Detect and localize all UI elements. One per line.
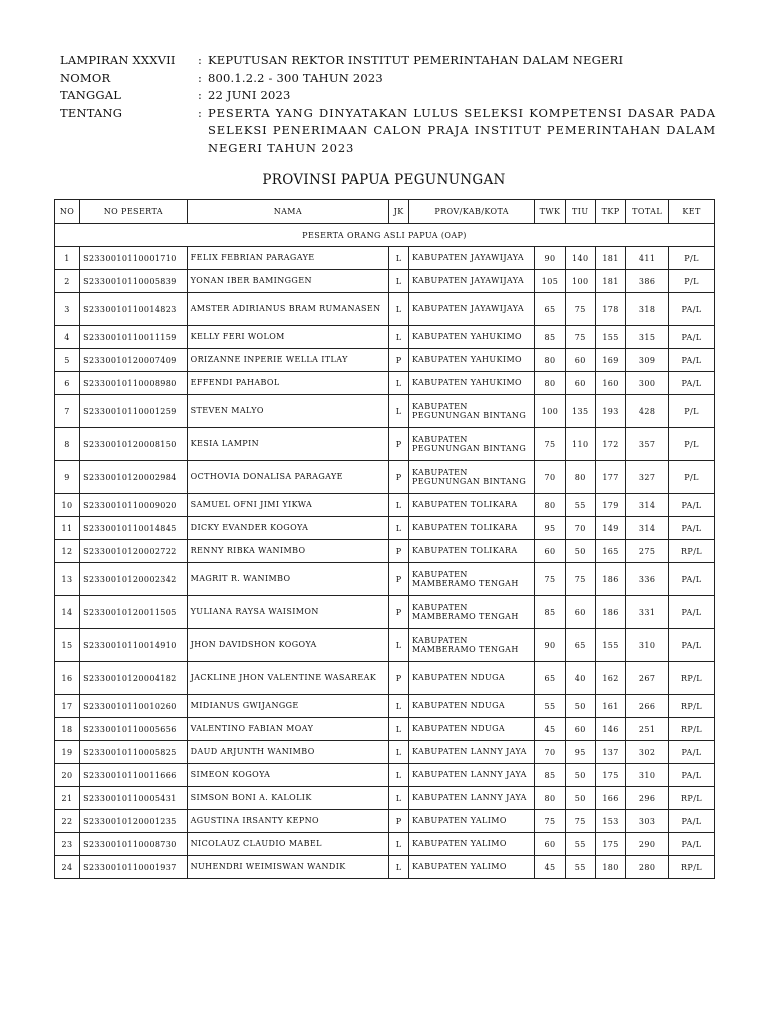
cell-total: 331: [626, 596, 669, 629]
cell-tkp: 153: [595, 810, 625, 833]
cell-ket: RP/L: [669, 856, 715, 879]
cell-total: 310: [626, 629, 669, 662]
document-header: [60, 52, 716, 157]
cell-tiu: 65: [565, 629, 595, 662]
header-value: 22 JUNI 2023: [208, 88, 291, 102]
cell-total: 327: [626, 461, 669, 494]
cell-no-peserta: S2330010110005656: [80, 718, 188, 741]
cell-twk: 70: [535, 741, 565, 764]
cell-no-peserta: S2330010110010260: [80, 695, 188, 718]
cell-tiu: 75: [565, 326, 595, 349]
table-row: [55, 428, 715, 461]
header-row-tanggal: [60, 87, 716, 105]
cell-no-peserta: S2330010110011666: [80, 764, 188, 787]
header-colon: :: [198, 88, 203, 102]
header-value: KEPUTUSAN REKTOR INSTITUT PEMERINTAHAN DALAM NEGERI: [208, 53, 624, 67]
cell-kabupaten: KABUPATEN YALIMO: [409, 833, 535, 856]
cell-ket: P/L: [669, 461, 715, 494]
cell-total: 428: [626, 395, 669, 428]
cell-total: 251: [626, 718, 669, 741]
table-row: [55, 517, 715, 540]
cell-no-peserta: S2330010110008980: [80, 372, 188, 395]
cell-no: 17: [55, 695, 80, 718]
cell-no: 18: [55, 718, 80, 741]
cell-twk: 60: [535, 833, 565, 856]
cell-ket: PA/L: [669, 293, 715, 326]
cell-tkp: 175: [595, 833, 625, 856]
cell-no-peserta: S2330010120002342: [80, 563, 188, 596]
cell-tiu: 110: [565, 428, 595, 461]
cell-tkp: 193: [595, 395, 625, 428]
cell-no-peserta: S2330010120008150: [80, 428, 188, 461]
cell-no: 11: [55, 517, 80, 540]
cell-total: 290: [626, 833, 669, 856]
cell-tkp: 162: [595, 662, 625, 695]
table-row: [55, 293, 715, 326]
cell-kabupaten: KABUPATEN PEGUNUNGAN BINTANG: [409, 461, 535, 494]
cell-no: 22: [55, 810, 80, 833]
cell-kabupaten: KABUPATEN JAYAWIJAYA: [409, 270, 535, 293]
cell-nama: AGUSTINA IRSANTY KEPNO: [187, 810, 389, 833]
cell-nama: DICKY EVANDER KOGOYA: [187, 517, 389, 540]
cell-tiu: 60: [565, 372, 595, 395]
cell-jk: L: [389, 695, 409, 718]
cell-tkp: 146: [595, 718, 625, 741]
cell-tkp: 155: [595, 629, 625, 662]
header-row-nomor: [60, 70, 716, 88]
cell-tiu: 75: [565, 563, 595, 596]
cell-twk: 75: [535, 810, 565, 833]
cell-nama: MAGRIT R. WANIMBO: [187, 563, 389, 596]
cell-tkp: 186: [595, 596, 625, 629]
cell-nama: ORIZANNE INPERIE WELLA ITLAY: [187, 349, 389, 372]
group-label: PESERTA ORANG ASLI PAPUA (OAP): [55, 224, 715, 247]
cell-jk: P: [389, 810, 409, 833]
cell-jk: L: [389, 629, 409, 662]
cell-tkp: 161: [595, 695, 625, 718]
cell-total: 266: [626, 695, 669, 718]
table-row: [55, 596, 715, 629]
cell-jk: L: [389, 372, 409, 395]
header-row-tentang: [60, 105, 716, 158]
cell-tkp: 137: [595, 741, 625, 764]
cell-no: 4: [55, 326, 80, 349]
cell-ket: RP/L: [669, 695, 715, 718]
cell-nama: DAUD ARJUNTH WANIMBO: [187, 741, 389, 764]
cell-no-peserta: S2330010110001710: [80, 247, 188, 270]
cell-ket: PA/L: [669, 629, 715, 662]
cell-ket: P/L: [669, 247, 715, 270]
cell-no: 5: [55, 349, 80, 372]
cell-ket: RP/L: [669, 540, 715, 563]
cell-total: 296: [626, 787, 669, 810]
cell-kabupaten: KABUPATEN YALIMO: [409, 856, 535, 879]
province-title: PROVINSI PAPUA PEGUNUNGAN: [262, 172, 506, 188]
table-row: [55, 810, 715, 833]
cell-jk: L: [389, 856, 409, 879]
cell-no-peserta: S2330010120007409: [80, 349, 188, 372]
cell-ket: PA/L: [669, 349, 715, 372]
cell-twk: 75: [535, 428, 565, 461]
cell-ket: PA/L: [669, 326, 715, 349]
cell-total: 318: [626, 293, 669, 326]
cell-no-peserta: S2330010110014823: [80, 293, 188, 326]
cell-tkp: 175: [595, 764, 625, 787]
cell-tkp: 179: [595, 494, 625, 517]
cell-nama: FELIX FEBRIAN PARAGAYE: [187, 247, 389, 270]
table-row: [55, 494, 715, 517]
table-row: [55, 856, 715, 879]
cell-twk: 85: [535, 326, 565, 349]
cell-tiu: 60: [565, 718, 595, 741]
cell-ket: PA/L: [669, 810, 715, 833]
table-row: [55, 270, 715, 293]
cell-kabupaten: KABUPATEN NDUGA: [409, 662, 535, 695]
cell-nama: OCTHOVIA DONALISA PARAGAYE: [187, 461, 389, 494]
cell-total: 315: [626, 326, 669, 349]
cell-total: 302: [626, 741, 669, 764]
cell-ket: RP/L: [669, 662, 715, 695]
cell-no-peserta: S2330010120001235: [80, 810, 188, 833]
cell-twk: 95: [535, 517, 565, 540]
cell-no-peserta: S2330010120002722: [80, 540, 188, 563]
cell-tkp: 172: [595, 428, 625, 461]
cell-twk: 105: [535, 270, 565, 293]
cell-tkp: 186: [595, 563, 625, 596]
table-row: [55, 563, 715, 596]
header-label: TANGGAL: [60, 88, 122, 102]
cell-kabupaten: KABUPATEN TOLIKARA: [409, 494, 535, 517]
header-label: NOMOR: [60, 70, 111, 85]
cell-ket: P/L: [669, 395, 715, 428]
cell-twk: 60: [535, 540, 565, 563]
cell-kabupaten: KABUPATEN YALIMO: [409, 810, 535, 833]
cell-tiu: 55: [565, 494, 595, 517]
cell-twk: 90: [535, 247, 565, 270]
cell-twk: 90: [535, 629, 565, 662]
header-row-lampiran: [60, 52, 716, 70]
cell-ket: PA/L: [669, 764, 715, 787]
header-label: TENTANG: [60, 105, 123, 120]
cell-twk: 45: [535, 856, 565, 879]
column-header-nama: NAMA: [187, 200, 389, 224]
cell-kabupaten: KABUPATEN LANNY JAYA: [409, 741, 535, 764]
cell-total: 357: [626, 428, 669, 461]
cell-tkp: 169: [595, 349, 625, 372]
cell-tiu: 100: [565, 270, 595, 293]
cell-no: 13: [55, 563, 80, 596]
table-row: [55, 247, 715, 270]
cell-kabupaten: KABUPATEN LANNY JAYA: [409, 787, 535, 810]
cell-tiu: 40: [565, 662, 595, 695]
cell-tiu: 55: [565, 833, 595, 856]
cell-tiu: 60: [565, 596, 595, 629]
cell-no: 6: [55, 372, 80, 395]
cell-jk: P: [389, 461, 409, 494]
cell-no-peserta: S2330010120004182: [80, 662, 188, 695]
cell-tkp: 181: [595, 270, 625, 293]
column-header-tiu: TIU: [565, 200, 595, 224]
cell-total: 303: [626, 810, 669, 833]
cell-nama: KELLY FERI WOLOM: [187, 326, 389, 349]
cell-twk: 80: [535, 349, 565, 372]
table-row: [55, 833, 715, 856]
cell-ket: PA/L: [669, 596, 715, 629]
cell-twk: 55: [535, 695, 565, 718]
cell-tkp: 166: [595, 787, 625, 810]
column-header-prov: PROV/KAB/KOTA: [409, 200, 535, 224]
cell-kabupaten: KABUPATEN JAYAWIJAYA: [409, 293, 535, 326]
cell-jk: L: [389, 247, 409, 270]
cell-no: 1: [55, 247, 80, 270]
cell-kabupaten: KABUPATEN NDUGA: [409, 695, 535, 718]
cell-no: 21: [55, 787, 80, 810]
table-row: [55, 718, 715, 741]
cell-no-peserta: S2330010110001937: [80, 856, 188, 879]
table-header-row: [55, 200, 715, 224]
cell-no-peserta: S2330010110005825: [80, 741, 188, 764]
cell-jk: L: [389, 718, 409, 741]
table-row: [55, 629, 715, 662]
cell-tiu: 70: [565, 517, 595, 540]
cell-no: 7: [55, 395, 80, 428]
table-row: [55, 764, 715, 787]
table-row: [55, 461, 715, 494]
column-header-no-peserta: NO PESERTA: [80, 200, 188, 224]
cell-kabupaten: KABUPATEN PEGUNUNGAN BINTANG: [409, 395, 535, 428]
cell-twk: 80: [535, 494, 565, 517]
cell-kabupaten: KABUPATEN NDUGA: [409, 718, 535, 741]
cell-no: 20: [55, 764, 80, 787]
cell-tkp: 160: [595, 372, 625, 395]
table-row: [55, 695, 715, 718]
cell-total: 309: [626, 349, 669, 372]
cell-tiu: 50: [565, 540, 595, 563]
cell-jk: L: [389, 494, 409, 517]
cell-nama: EFFENDI PAHABOL: [187, 372, 389, 395]
cell-total: 275: [626, 540, 669, 563]
cell-total: 314: [626, 517, 669, 540]
cell-twk: 65: [535, 662, 565, 695]
cell-twk: 80: [535, 787, 565, 810]
cell-ket: PA/L: [669, 563, 715, 596]
table-body: [55, 224, 715, 879]
cell-nama: STEVEN MALYO: [187, 395, 389, 428]
cell-nama: JHON DAVIDSHON KOGOYA: [187, 629, 389, 662]
cell-no: 8: [55, 428, 80, 461]
cell-ket: RP/L: [669, 787, 715, 810]
cell-total: 386: [626, 270, 669, 293]
cell-jk: L: [389, 764, 409, 787]
table-row: [55, 326, 715, 349]
cell-twk: 85: [535, 764, 565, 787]
results-table: [54, 199, 715, 879]
cell-nama: NUHENDRI WEIMISWAN WANDIK: [187, 856, 389, 879]
cell-tkp: 155: [595, 326, 625, 349]
cell-no-peserta: S2330010110014845: [80, 517, 188, 540]
cell-kabupaten: KABUPATEN TOLIKARA: [409, 540, 535, 563]
cell-twk: 75: [535, 563, 565, 596]
header-colon: :: [198, 105, 203, 120]
cell-nama: JACKLINE JHON VALENTINE WASAREAK: [187, 662, 389, 695]
cell-no-peserta: S2330010110001259: [80, 395, 188, 428]
cell-nama: NICOLAUZ CLAUDIO MABEL: [187, 833, 389, 856]
table-row: [55, 395, 715, 428]
cell-tkp: 149: [595, 517, 625, 540]
cell-no: 9: [55, 461, 80, 494]
cell-kabupaten: KABUPATEN YAHUKIMO: [409, 372, 535, 395]
cell-no: 2: [55, 270, 80, 293]
table-row: [55, 741, 715, 764]
cell-total: 314: [626, 494, 669, 517]
cell-jk: P: [389, 349, 409, 372]
cell-jk: L: [389, 293, 409, 326]
column-header-total: TOTAL: [626, 200, 669, 224]
cell-tiu: 135: [565, 395, 595, 428]
cell-ket: P/L: [669, 428, 715, 461]
cell-total: 310: [626, 764, 669, 787]
column-header-no: NO: [55, 200, 80, 224]
cell-no-peserta: S2330010120002984: [80, 461, 188, 494]
cell-kabupaten: KABUPATEN MAMBERAMO TENGAH: [409, 596, 535, 629]
cell-jk: P: [389, 563, 409, 596]
cell-tiu: 75: [565, 293, 595, 326]
cell-no-peserta: S2330010110009020: [80, 494, 188, 517]
cell-no-peserta: S2330010110008730: [80, 833, 188, 856]
cell-twk: 100: [535, 395, 565, 428]
cell-jk: L: [389, 833, 409, 856]
cell-kabupaten: KABUPATEN YAHUKIMO: [409, 326, 535, 349]
cell-jk: L: [389, 326, 409, 349]
cell-ket: PA/L: [669, 517, 715, 540]
cell-nama: RENNY RIBKA WANIMBO: [187, 540, 389, 563]
cell-nama: AMSTER ADIRIANUS BRAM RUMANASEN: [187, 293, 389, 326]
cell-nama: SIMEON KOGOYA: [187, 764, 389, 787]
cell-ket: RP/L: [669, 718, 715, 741]
cell-tkp: 181: [595, 247, 625, 270]
cell-no: 15: [55, 629, 80, 662]
cell-no-peserta: S2330010120011505: [80, 596, 188, 629]
header-value: 800.1.2.2 - 300 TAHUN 2023: [208, 70, 383, 85]
cell-nama: MIDIANUS GWIJANGGE: [187, 695, 389, 718]
cell-no-peserta: S2330010110011159: [80, 326, 188, 349]
cell-tiu: 50: [565, 695, 595, 718]
cell-tiu: 75: [565, 810, 595, 833]
cell-tkp: 177: [595, 461, 625, 494]
cell-total: 300: [626, 372, 669, 395]
group-row: [55, 224, 715, 247]
cell-nama: KESIA LAMPIN: [187, 428, 389, 461]
cell-no: 16: [55, 662, 80, 695]
cell-no: 12: [55, 540, 80, 563]
cell-twk: 85: [535, 596, 565, 629]
cell-total: 280: [626, 856, 669, 879]
cell-jk: L: [389, 741, 409, 764]
cell-twk: 70: [535, 461, 565, 494]
cell-tiu: 55: [565, 856, 595, 879]
header-colon: :: [198, 53, 203, 67]
cell-total: 411: [626, 247, 669, 270]
cell-ket: PA/L: [669, 494, 715, 517]
cell-jk: P: [389, 540, 409, 563]
cell-tkp: 165: [595, 540, 625, 563]
column-header-tkp: TKP: [595, 200, 625, 224]
header-value: PESERTA YANG DINYATAKAN LULUS SELEKSI KOMPETENSI DASAR PADA SELEKSI PENERIMAAN CALON PRAJA INSTITUT PEMERINTAHAN DALAM NEGERI TAHUN 2023: [208, 105, 716, 155]
cell-total: 336: [626, 563, 669, 596]
header-label: LAMPIRAN XXXVII: [60, 53, 176, 67]
cell-nama: YONAN IBER BAMINGGEN: [187, 270, 389, 293]
cell-tiu: 50: [565, 764, 595, 787]
cell-jk: L: [389, 787, 409, 810]
cell-no: 19: [55, 741, 80, 764]
cell-jk: L: [389, 517, 409, 540]
cell-tiu: 50: [565, 787, 595, 810]
cell-twk: 80: [535, 372, 565, 395]
column-header-ket: KET: [669, 200, 715, 224]
cell-tkp: 180: [595, 856, 625, 879]
cell-kabupaten: KABUPATEN LANNY JAYA: [409, 764, 535, 787]
header-colon: :: [198, 70, 203, 85]
cell-ket: PA/L: [669, 833, 715, 856]
cell-nama: SAMUEL OFNI JIMI YIKWA: [187, 494, 389, 517]
cell-ket: PA/L: [669, 741, 715, 764]
table-row: [55, 787, 715, 810]
cell-kabupaten: KABUPATEN MAMBERAMO TENGAH: [409, 629, 535, 662]
column-header-twk: TWK: [535, 200, 565, 224]
cell-no-peserta: S2330010110005431: [80, 787, 188, 810]
cell-twk: 65: [535, 293, 565, 326]
cell-no: 23: [55, 833, 80, 856]
cell-kabupaten: KABUPATEN PEGUNUNGAN BINTANG: [409, 428, 535, 461]
cell-nama: SIMSON BONI A. KALOLIK: [187, 787, 389, 810]
cell-jk: P: [389, 662, 409, 695]
cell-no: 10: [55, 494, 80, 517]
cell-kabupaten: KABUPATEN JAYAWIJAYA: [409, 247, 535, 270]
cell-jk: L: [389, 270, 409, 293]
cell-kabupaten: KABUPATEN MAMBERAMO TENGAH: [409, 563, 535, 596]
cell-total: 267: [626, 662, 669, 695]
cell-no: 14: [55, 596, 80, 629]
cell-nama: YULIANA RAYSA WAISIMON: [187, 596, 389, 629]
cell-tiu: 95: [565, 741, 595, 764]
cell-jk: P: [389, 428, 409, 461]
cell-nama: VALENTINO FABIAN MOAY: [187, 718, 389, 741]
cell-tiu: 80: [565, 461, 595, 494]
cell-jk: L: [389, 395, 409, 428]
cell-no-peserta: S2330010110005839: [80, 270, 188, 293]
cell-tkp: 178: [595, 293, 625, 326]
table-row: [55, 349, 715, 372]
cell-kabupaten: KABUPATEN TOLIKARA: [409, 517, 535, 540]
cell-no: 3: [55, 293, 80, 326]
cell-no-peserta: S2330010110014910: [80, 629, 188, 662]
cell-ket: PA/L: [669, 372, 715, 395]
table-row: [55, 540, 715, 563]
table-row: [55, 662, 715, 695]
cell-tiu: 60: [565, 349, 595, 372]
cell-kabupaten: KABUPATEN YAHUKIMO: [409, 349, 535, 372]
cell-no: 24: [55, 856, 80, 879]
table-row: [55, 372, 715, 395]
cell-twk: 45: [535, 718, 565, 741]
cell-ket: P/L: [669, 270, 715, 293]
cell-tiu: 140: [565, 247, 595, 270]
cell-jk: P: [389, 596, 409, 629]
column-header-jk: JK: [389, 200, 409, 224]
